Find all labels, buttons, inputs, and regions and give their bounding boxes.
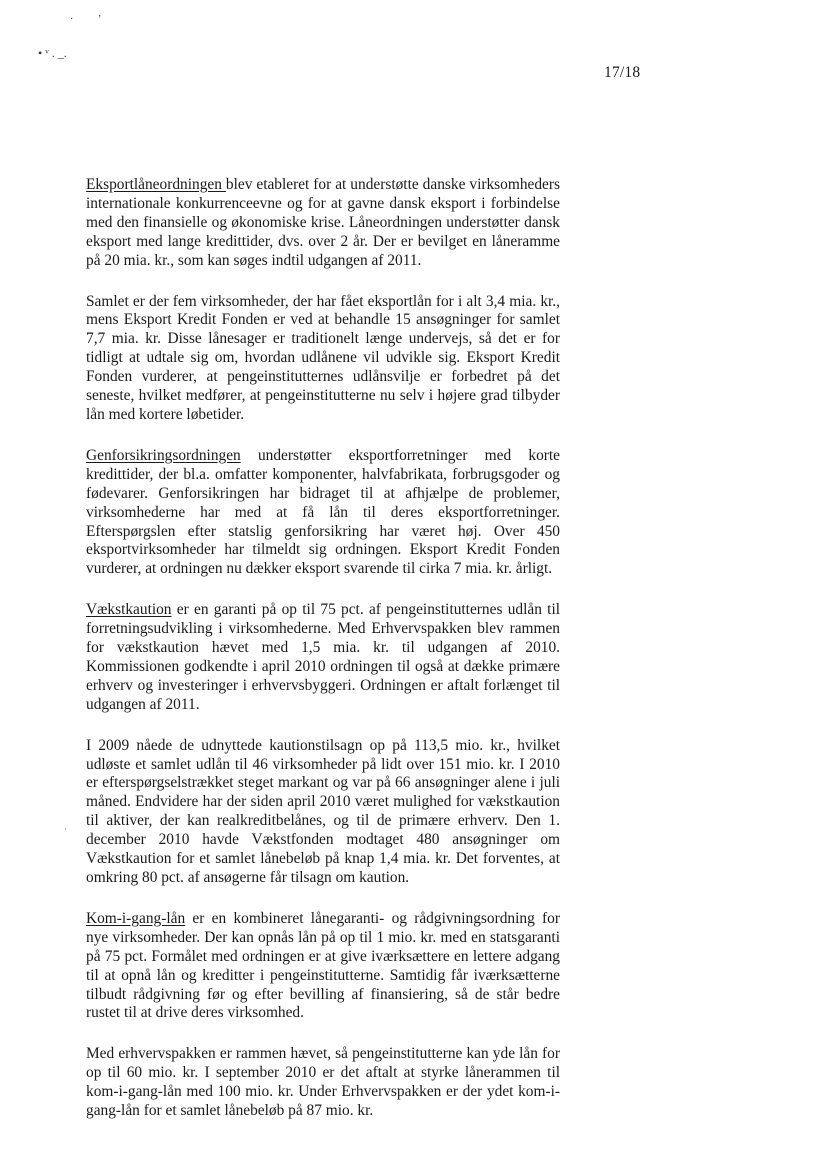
paragraph-text: er en kombineret lånegaranti- og rådgivningsordning for nye virksomheder. Der kan opnås lån på op til 1 mio. kr. med en statsgaranti på 75 pct. Formålet med ordningen er at give iværksættere en lettere adgang til at opnå lån og kreditter i pengeinstitutterne. Samtidig får iværksætterne tilbudt rådgivning før og efter bevilling af finansiering, så de står bedre rustet til at drive deres virksomhed. [86, 909, 560, 1022]
scan-artifact: ʼ [98, 14, 102, 25]
term-eksportlaaneordningen: Eksportlåneordningen [86, 176, 226, 193]
paragraph-vaekstkaution-status [86, 737, 560, 888]
paragraph-text: understøtter eksportforretninger med korte kredittider, der bl.a. omfatter komponenter, halvfabrikata, forbrugsgoder og fødevarer. Genforsikringen har bidraget til at afhjælpe de problemer, virksomhederne har med at få lån til deres eksportforretninger. Efterspørgslen efter statslig genforsikring har været høj. Over 450 eksportvirksomheder har tilmeldt sig ordningen. Eksport Kredit Fonden vurderer, at ordningen nu dækker eksport svarende til cirka 7 mia. kr. årligt. [86, 446, 560, 578]
paragraph-kom-i-gang-laan-status [86, 1045, 560, 1121]
paragraph-eksportlaaneordningen [86, 176, 560, 271]
document-body [86, 176, 560, 1143]
paragraph-genforsikringsordningen [86, 447, 560, 579]
paragraph-text: I 2009 nåede de udnyttede kautionstilsagn op på 113,5 mio. kr., hvilket udløste et samlet udlån til 46 virksomheder på lidt over 151 mio. kr. I 2010 er efterspørgselstrækket steget markant og var på 66 ansøgninger alene i juli måned. Endvidere har der siden april 2010 været mulighed for vækstkaution til aktiver, der kan realkreditbelånes, og til de primære erhverv. Den 1. december 2010 havde Vækstfonden modtaget 480 ansøgninger om Vækstkaution for et samlet lånebeløb på knap 1,4 mia. kr. Det forventes, at omkring 80 pct. af ansøgerne får tilsagn om kaution. [86, 736, 560, 886]
term-kom-i-gang-laan: Kom-i-gang-lån [86, 909, 186, 927]
paragraph-text: Samlet er der fem virksomheder, der har fået eksportlån for i alt 3,4 mia. kr., mens Eksport Kredit Fonden er ved at behandle 15 ansøgninger for samlet 7,7 mia. kr. Disse lånesager er traditionelt længe undervejs, så det er for tidligt at udtale sig om, hvordan udlånene vil udvikle sig. Eksport Kredit Fonden vurderer, at pengeinstitutternes udlånsvilje er forbedret på det seneste, hvilket medfører, at pengeinstitutterne nu selv i højere grad tilbyder lån med kortere løbetider. [86, 292, 560, 423]
paragraph-vaekstkaution [86, 601, 560, 714]
page-number: 17/18 [604, 64, 641, 81]
scan-artifact: • ᵛ . _. [38, 46, 67, 60]
paragraph-eksportlaan-status [86, 293, 560, 425]
term-genforsikringsordningen: Genforsikringsordningen [86, 446, 241, 464]
scan-artifact: · [64, 824, 67, 834]
paragraph-text: er en garanti på op til 75 pct. af pengeinstitutternes udlån til forretningsudvikling i virksomhederne. Med Erhvervspakken blev rammen for vækstkaution hævet med 1,5 mia. kr. til udgangen af 2010. Kommissionen godkendte i april 2010 ordningen til også at dække primære erhverv og investeringer i erhvervsbyggeri. Ordningen er aftalt forlænget til udgangen af 2011. [86, 601, 560, 713]
term-vaekstkaution: Vækstkaution [86, 601, 172, 619]
scan-artifact: · [70, 14, 74, 25]
paragraph-kom-i-gang-laan [86, 910, 560, 1023]
paragraph-text: Med erhvervspakken er rammen hævet, så pengeinstitutterne kan yde lån for op til 60 mio. kr. I september 2010 er det aftalt at styrke lånerammen til kom-i-gang-lån med 100 mio. kr. Under Erhvervspakken er der ydet kom-i-gang-lån for et samlet lånebeløb på 87 mio. kr. [86, 1045, 560, 1120]
paragraph-text: blev etableret for at understøtte danske virksomheders internationale konkurrenceevne og for at gavne dansk eksport i forbindelse med den finansielle og økonomiske krise. Låneordningen understøtter dansk eksport med lange kredittider, dvs. over 2 år. Der er bevilget en låneramme på 20 mia. kr., som kan søges indtil udgangen af 2011. [86, 176, 560, 269]
